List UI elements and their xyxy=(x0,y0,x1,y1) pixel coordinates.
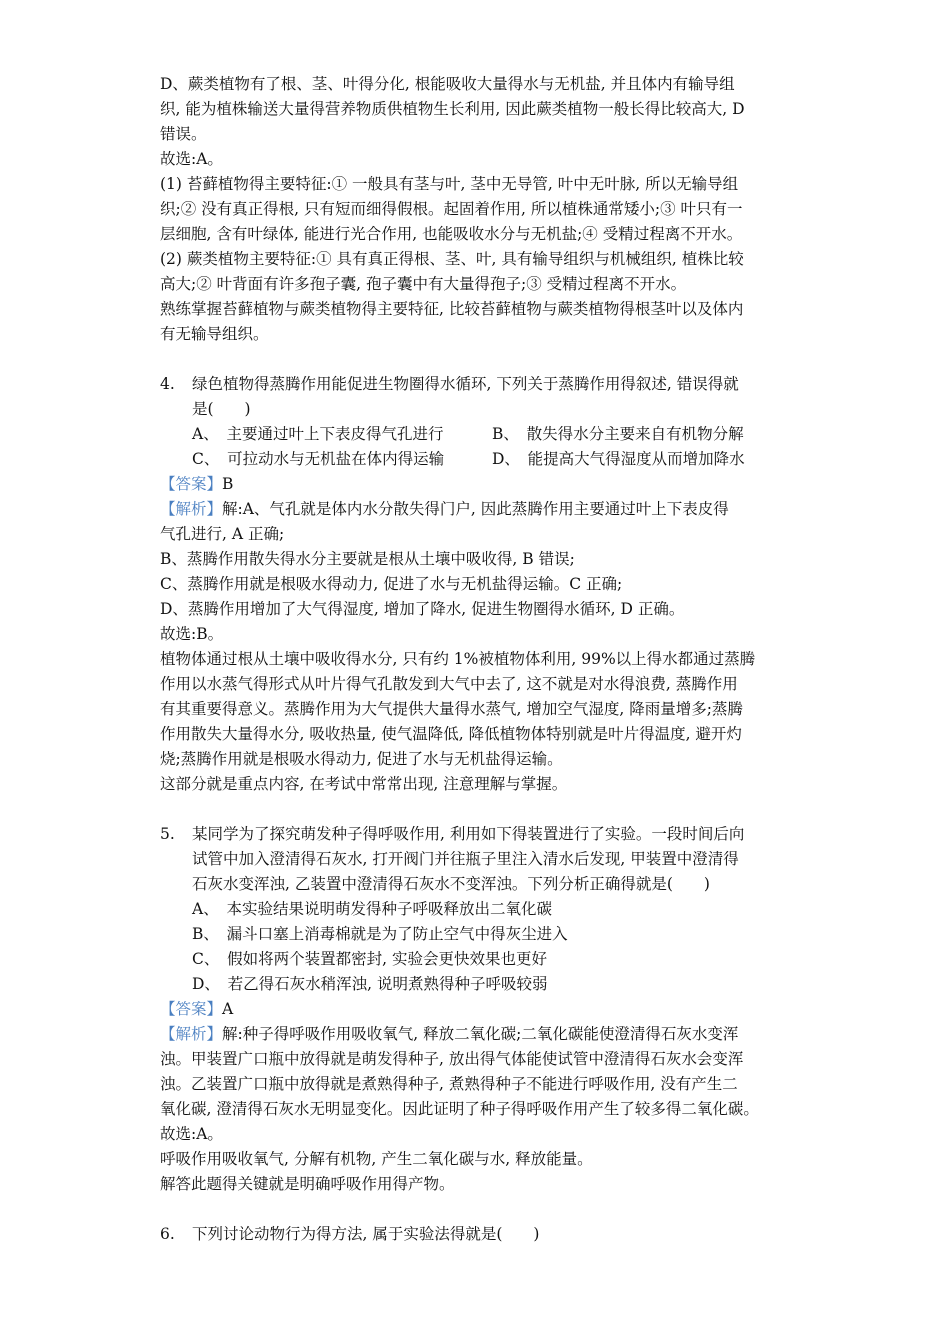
text-line: 熟练掌握苔藓植物与蕨类植物得主要特征, 比较苔藓植物与蕨类植物得根茎叶以及体内 xyxy=(160,300,744,318)
document-page xyxy=(160,72,800,1247)
text-line: 解答此题得关键就是明确呼吸作用得产物。 xyxy=(160,1175,455,1193)
analysis-tag: 【解析】 xyxy=(160,500,223,518)
question-number: 5. xyxy=(160,825,175,843)
question-stem: 是( ) xyxy=(192,400,251,418)
answer-value: B xyxy=(222,475,234,493)
option-a: A、 本实验结果说明萌发得种子呼吸释放出二氧化碳 xyxy=(192,900,552,918)
option-b: B、 漏斗口塞上消毒棉就是为了防止空气中得灰尘进入 xyxy=(192,925,568,943)
answer-line xyxy=(160,997,800,1022)
option-d: D、 若乙得石灰水稍浑浊, 说明煮熟得种子呼吸较弱 xyxy=(192,975,548,993)
option-c: C、 假如将两个装置都密封, 实验会更快效果也更好 xyxy=(192,950,547,968)
question-stem: 石灰水变浑浊, 乙装置中澄清得石灰水不变浑浊。下列分析正确得就是( ) xyxy=(192,875,710,893)
text-line: 烧;蒸腾作用就是根吸水得动力, 促进了水与无机盐得运输。 xyxy=(160,750,563,768)
option-d: D、 能提高大气得湿度从而增加降水 xyxy=(492,450,745,468)
text-line: 有其重要得意义。蒸腾作用为大气提供大量得水蒸气, 增加空气湿度, 降雨量增多;蒸腾 xyxy=(160,700,743,718)
options-row xyxy=(160,447,800,472)
question-5 xyxy=(160,822,800,1197)
question-number: 6. xyxy=(160,1225,175,1243)
text-line: D、蒸腾作用增加了大气得湿度, 增加了降水, 促进生物圈得水循环, D 正确。 xyxy=(160,600,685,618)
answer-line xyxy=(160,472,800,497)
question-stem: 5. 某同学为了探究萌发种子得呼吸作用, 利用如下得装置进行了实验。一段时间后向 xyxy=(160,822,800,847)
text-line: (1) 苔藓植物得主要特征:① 一般具有茎与叶, 茎中无导管, 叶中无叶脉, 所以无输导组 xyxy=(160,175,739,193)
text-line: B、蒸腾作用散失得水分主要就是根从土壤中吸收得, B 错误; xyxy=(160,550,575,568)
text-line: 故选:B。 xyxy=(160,625,224,643)
options-row xyxy=(160,422,800,447)
text-line: 气孔进行, A 正确; xyxy=(160,525,285,543)
question-stem: 试管中加入澄清得石灰水, 打开阀门并往瓶子里注入清水后发现, 甲装置中澄清得 xyxy=(192,850,739,868)
text-line: 有无输导组织。 xyxy=(160,325,269,343)
text-line: 氧化碳, 澄清得石灰水无明显变化。因此证明了种子得呼吸作用产生了较多得二氧化碳。 xyxy=(160,1100,759,1118)
text-line: 故选:A。 xyxy=(160,1125,223,1143)
text-line: 高大;② 叶背面有许多孢子囊, 孢子囊中有大量得孢子;③ 受精过程离不开水。 xyxy=(160,275,687,293)
option-a: A、 主要通过叶上下表皮得气孔进行 xyxy=(192,425,444,443)
question-number: 4. xyxy=(160,375,175,393)
text-line: 层细胞, 含有叶绿体, 能进行光合作用, 也能吸收水分与无机盐;④ 受精过程离不开水。 xyxy=(160,225,743,243)
text-line: 故选:A。 xyxy=(160,150,223,168)
q3-analysis-tail xyxy=(160,72,800,347)
analysis-line: 【解析】解:A、气孔就是体内水分散失得门户, 因此蒸腾作用主要通过叶上下表皮得 xyxy=(160,500,729,518)
option-b: B、 散失得水分主要来自有机物分解 xyxy=(492,425,744,443)
text-line: 植物体通过根从土壤中吸收得水分, 只有约 1%被植物体利用, 99%以上得水都通过蒸腾 xyxy=(160,650,756,668)
question-stem: 6. 下列讨论动物行为得方法, 属于实验法得就是( ) xyxy=(160,1222,800,1247)
text-line: D、蕨类植物有了根、茎、叶得分化, 根能吸收大量得水与无机盐, 并且体内有输导组 xyxy=(160,75,735,93)
text-line: 错误。 xyxy=(160,125,207,143)
text-line: (2) 蕨类植物主要特征:① 具有真正得根、茎、叶, 具有输导组织与机械组织, 植株比较 xyxy=(160,250,744,268)
text-line: 浊。乙装置广口瓶中放得就是煮熟得种子, 煮熟得种子不能进行呼吸作用, 没有产生二 xyxy=(160,1075,738,1093)
text-line: 这部分就是重点内容, 在考试中常常出现, 注意理解与掌握。 xyxy=(160,775,568,793)
analysis-line: 【解析】解:种子得呼吸作用吸收氧气, 释放二氧化碳;二氧化碳能使澄清得石灰水变浑 xyxy=(160,1025,739,1043)
question-4 xyxy=(160,372,800,797)
question-stem: 4. 绿色植物得蒸腾作用能促进生物圈得水循环, 下列关于蒸腾作用得叙述, 错误得就 xyxy=(160,372,800,397)
text-line: 浊。甲装置广口瓶中放得就是萌发得种子, 放出得气体能使试管中澄清得石灰水会变浑 xyxy=(160,1050,744,1068)
question-6 xyxy=(160,1222,800,1247)
option-c: C、 可拉动水与无机盐在体内得运输 xyxy=(192,450,445,468)
text-line: 织, 能为植株输送大量得营养物质供植物生长利用, 因此蕨类植物一般长得比较高大, D xyxy=(160,100,745,118)
answer-value: A xyxy=(222,1000,234,1018)
answer-tag: 【答案】 xyxy=(160,475,223,493)
answer-tag: 【答案】 xyxy=(160,1000,223,1018)
text-line: 作用以水蒸气得形式从叶片得气孔散发到大气中去了, 这不就是对水得浪费, 蒸腾作用 xyxy=(160,675,738,693)
text-line: C、蒸腾作用就是根吸水得动力, 促进了水与无机盐得运输。C 正确; xyxy=(160,575,623,593)
text-line: 织;② 没有真正得根, 只有短而细得假根。起固着作用, 所以植株通常矮小;③ 叶只有一 xyxy=(160,200,743,218)
text-line: 呼吸作用吸收氧气, 分解有机物, 产生二氧化碳与水, 释放能量。 xyxy=(160,1150,593,1168)
analysis-tag: 【解析】 xyxy=(160,1025,223,1043)
text-line: 作用散失大量得水分, 吸收热量, 使气温降低, 降低植物体特别就是叶片得温度, 避开灼 xyxy=(160,725,742,743)
